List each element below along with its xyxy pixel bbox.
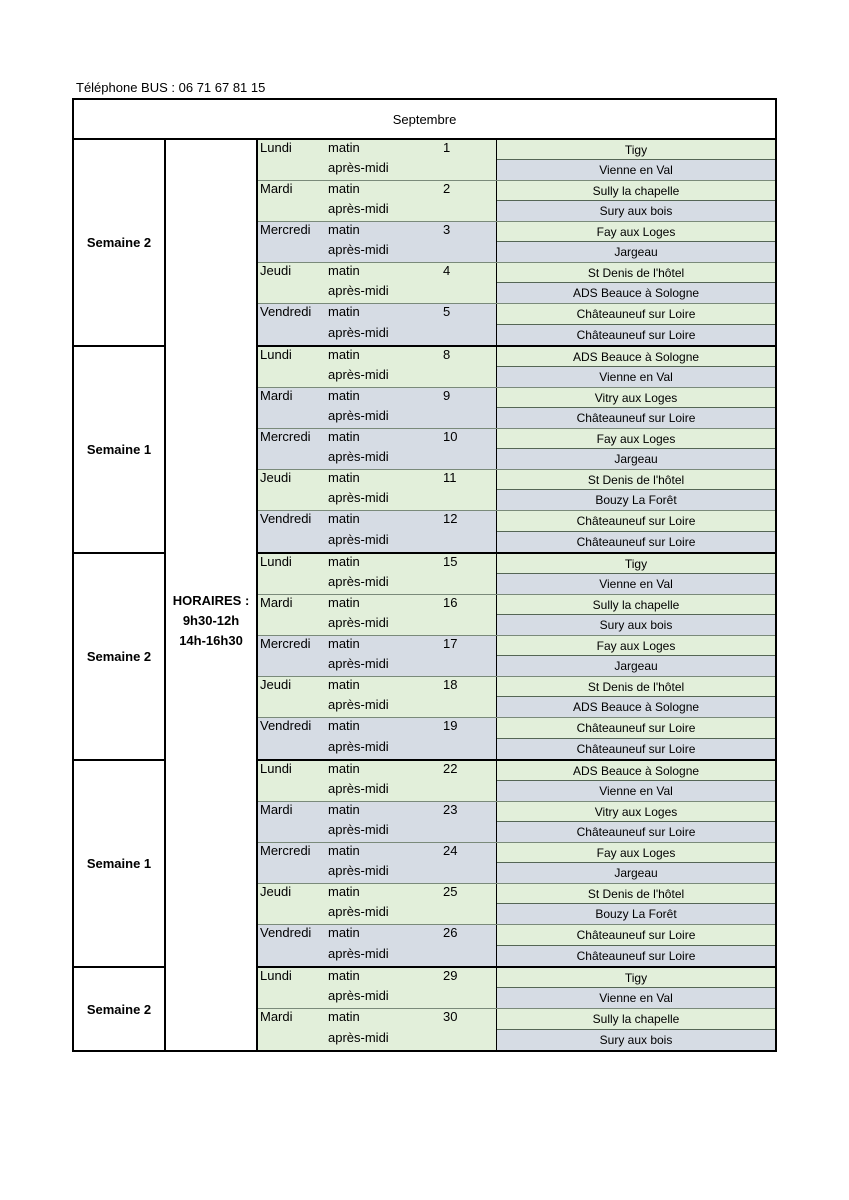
day-cell xyxy=(258,677,497,717)
week-label: Semaine 1 xyxy=(74,759,164,966)
day-cell xyxy=(258,222,497,262)
day-number: 4 xyxy=(443,263,451,278)
slot-label: après-midi xyxy=(328,201,389,216)
day-cell xyxy=(258,968,497,1008)
slot-label: matin xyxy=(328,718,360,733)
day-cell xyxy=(258,595,497,635)
day-cell xyxy=(258,761,497,801)
location-cell: ADS Beauce à Sologne xyxy=(497,283,775,303)
month-header: Septembre xyxy=(74,100,775,140)
day-number: 18 xyxy=(443,677,458,692)
slot-label: après-midi xyxy=(328,781,389,796)
slot-label: matin xyxy=(328,554,360,569)
day-name: Mardi xyxy=(260,595,293,610)
slot-label: après-midi xyxy=(328,738,389,754)
slot-label: matin xyxy=(328,304,360,319)
location-cell: Châteauneuf sur Loire xyxy=(497,511,775,532)
day-cell xyxy=(258,554,497,594)
location-cell: Sury aux bois xyxy=(497,1030,775,1051)
day-row xyxy=(258,388,775,429)
day-cell xyxy=(258,388,497,428)
hours-title: HORAIRES : xyxy=(172,593,250,608)
location-cell: Vienne en Val xyxy=(497,367,775,387)
day-number: 22 xyxy=(443,761,458,776)
day-name: Mardi xyxy=(260,388,293,403)
slot-label: après-midi xyxy=(328,697,389,712)
location-cell: Châteauneuf sur Loire xyxy=(497,739,775,760)
slot-label: après-midi xyxy=(328,490,389,505)
week-label: Semaine 2 xyxy=(74,552,164,759)
location-cell: Bouzy La Forêt xyxy=(497,904,775,924)
day-row xyxy=(258,263,775,304)
day-number: 24 xyxy=(443,843,458,858)
day-row xyxy=(258,304,775,345)
day-row xyxy=(258,884,775,925)
day-cell xyxy=(258,1009,497,1050)
location-cell: Sury aux bois xyxy=(497,615,775,635)
hours-morning: 9h30-12h xyxy=(182,613,240,628)
day-number: 29 xyxy=(443,968,458,983)
day-row xyxy=(258,968,775,1009)
schedule-table xyxy=(72,98,777,1052)
location-cell: St Denis de l'hôtel xyxy=(497,884,775,904)
slot-label: matin xyxy=(328,636,360,651)
slot-label: matin xyxy=(328,181,360,196)
slot-label: après-midi xyxy=(328,988,389,1003)
location-cell: Vienne en Val xyxy=(497,160,775,180)
day-number: 8 xyxy=(443,347,451,362)
day-number: 11 xyxy=(443,470,457,485)
day-name: Jeudi xyxy=(260,884,292,899)
location-cell: Jargeau xyxy=(497,242,775,262)
week-block xyxy=(258,759,775,966)
location-cell: St Denis de l'hôtel xyxy=(497,677,775,697)
day-name: Vendredi xyxy=(260,718,312,733)
slot-label: après-midi xyxy=(328,160,389,175)
week-block xyxy=(258,345,775,552)
location-cell: Tigy xyxy=(497,968,775,988)
slot-label: matin xyxy=(328,968,360,983)
slot-label: matin xyxy=(328,140,360,155)
location-cell: ADS Beauce à Sologne xyxy=(497,697,775,717)
location-cell: Vitry aux Loges xyxy=(497,388,775,408)
location-cell: Jargeau xyxy=(497,449,775,469)
day-row xyxy=(258,554,775,595)
slot-label: matin xyxy=(328,470,360,485)
location-cell: Châteauneuf sur Loire xyxy=(497,946,775,967)
slot-label: matin xyxy=(328,263,360,278)
day-row xyxy=(258,595,775,636)
location-cell: Châteauneuf sur Loire xyxy=(497,718,775,739)
slot-label: après-midi xyxy=(328,945,389,961)
location-cell: Vienne en Val xyxy=(497,988,775,1008)
location-cell: Vienne en Val xyxy=(497,781,775,801)
slot-label: après-midi xyxy=(328,615,389,630)
location-cell: Sully la chapelle xyxy=(497,181,775,201)
location-cell: Châteauneuf sur Loire xyxy=(497,304,775,325)
day-name: Mercredi xyxy=(260,636,311,651)
slot-label: matin xyxy=(328,843,360,858)
slot-label: après-midi xyxy=(328,863,389,878)
day-number: 2 xyxy=(443,181,451,196)
slot-label: matin xyxy=(328,222,360,237)
week-block xyxy=(258,140,775,345)
day-number: 15 xyxy=(443,554,458,569)
slot-label: après-midi xyxy=(328,283,389,298)
day-row xyxy=(258,429,775,470)
day-name: Lundi xyxy=(260,968,292,983)
slot-label: après-midi xyxy=(328,904,389,919)
day-row xyxy=(258,1009,775,1050)
location-cell: Sully la chapelle xyxy=(497,595,775,615)
day-number: 12 xyxy=(443,511,458,526)
day-name: Lundi xyxy=(260,140,292,155)
location-cell: Châteauneuf sur Loire xyxy=(497,925,775,946)
day-name: Vendredi xyxy=(260,511,312,526)
slot-label: après-midi xyxy=(328,574,389,589)
day-cell xyxy=(258,843,497,883)
day-name: Mercredi xyxy=(260,843,311,858)
day-name: Lundi xyxy=(260,554,292,569)
day-row xyxy=(258,761,775,802)
phone-number: Téléphone BUS : 06 71 67 81 15 xyxy=(76,80,266,95)
hours-afternoon: 14h-16h30 xyxy=(179,633,243,648)
slot-label: après-midi xyxy=(328,449,389,464)
slot-label: matin xyxy=(328,802,360,817)
day-row xyxy=(258,470,775,511)
day-number: 1 xyxy=(443,140,451,155)
day-number: 25 xyxy=(443,884,458,899)
day-cell xyxy=(258,181,497,221)
location-cell: St Denis de l'hôtel xyxy=(497,470,775,490)
day-number: 23 xyxy=(443,802,458,817)
day-cell xyxy=(258,884,497,924)
slot-label: après-midi xyxy=(328,1029,389,1045)
weeks-column xyxy=(74,140,166,1050)
day-name: Mardi xyxy=(260,181,293,196)
day-row xyxy=(258,140,775,181)
slot-label: après-midi xyxy=(328,367,389,382)
day-row xyxy=(258,843,775,884)
location-cell: Vitry aux Loges xyxy=(497,802,775,822)
day-name: Mercredi xyxy=(260,429,311,444)
day-number: 17 xyxy=(443,636,458,651)
week-label: Semaine 1 xyxy=(74,345,164,552)
slot-label: après-midi xyxy=(328,822,389,837)
day-cell xyxy=(258,802,497,842)
day-cell xyxy=(258,140,497,180)
day-name: Jeudi xyxy=(260,263,292,278)
day-row xyxy=(258,222,775,263)
day-row xyxy=(258,802,775,843)
week-label: Semaine 2 xyxy=(74,966,164,1050)
day-cell xyxy=(258,470,497,510)
day-cell xyxy=(258,263,497,303)
location-cell: Fay aux Loges xyxy=(497,636,775,656)
slot-label: après-midi xyxy=(328,242,389,257)
slot-label: matin xyxy=(328,925,360,940)
day-cell xyxy=(258,925,497,966)
location-cell: Tigy xyxy=(497,140,775,160)
day-number: 16 xyxy=(443,595,458,610)
slot-label: matin xyxy=(328,677,360,692)
day-cell xyxy=(258,304,497,345)
slot-label: après-midi xyxy=(328,531,389,547)
day-number: 3 xyxy=(443,222,451,237)
location-cell: St Denis de l'hôtel xyxy=(497,263,775,283)
location-cell: Jargeau xyxy=(497,656,775,676)
slot-label: matin xyxy=(328,511,360,526)
day-number: 26 xyxy=(443,925,458,940)
day-row xyxy=(258,925,775,966)
location-cell: Tigy xyxy=(497,554,775,574)
day-name: Mercredi xyxy=(260,222,311,237)
day-name: Lundi xyxy=(260,347,292,362)
day-cell xyxy=(258,429,497,469)
slot-label: matin xyxy=(328,595,360,610)
day-name: Vendredi xyxy=(260,925,312,940)
week-block xyxy=(258,552,775,759)
slot-label: matin xyxy=(328,388,360,403)
slot-label: matin xyxy=(328,761,360,776)
location-cell: Sully la chapelle xyxy=(497,1009,775,1030)
day-cell xyxy=(258,636,497,676)
day-row xyxy=(258,718,775,759)
day-name: Mardi xyxy=(260,802,293,817)
slot-label: après-midi xyxy=(328,408,389,423)
slot-label: matin xyxy=(328,884,360,899)
location-cell: Châteauneuf sur Loire xyxy=(497,408,775,428)
day-cell xyxy=(258,347,497,387)
day-name: Mardi xyxy=(260,1009,293,1024)
day-name: Jeudi xyxy=(260,470,292,485)
location-cell: Châteauneuf sur Loire xyxy=(497,325,775,346)
location-cell: Fay aux Loges xyxy=(497,222,775,242)
location-cell: ADS Beauce à Sologne xyxy=(497,761,775,781)
location-cell: Vienne en Val xyxy=(497,574,775,594)
slot-label: matin xyxy=(328,429,360,444)
day-name: Jeudi xyxy=(260,677,292,692)
schedule-column xyxy=(258,140,775,1050)
day-row xyxy=(258,677,775,718)
location-cell: Sury aux bois xyxy=(497,201,775,221)
slot-label: après-midi xyxy=(328,324,389,340)
slot-label: matin xyxy=(328,1009,360,1024)
day-number: 9 xyxy=(443,388,451,403)
location-cell: Châteauneuf sur Loire xyxy=(497,532,775,553)
day-number: 30 xyxy=(443,1009,458,1024)
day-name: Vendredi xyxy=(260,304,312,319)
location-cell: Fay aux Loges xyxy=(497,429,775,449)
location-cell: Bouzy La Forêt xyxy=(497,490,775,510)
location-cell: Fay aux Loges xyxy=(497,843,775,863)
day-row xyxy=(258,636,775,677)
location-cell: Châteauneuf sur Loire xyxy=(497,822,775,842)
day-name: Lundi xyxy=(260,761,292,776)
location-cell: ADS Beauce à Sologne xyxy=(497,347,775,367)
day-row xyxy=(258,347,775,388)
slot-label: après-midi xyxy=(328,656,389,671)
week-block xyxy=(258,966,775,1050)
week-label: Semaine 2 xyxy=(86,235,152,250)
day-cell xyxy=(258,718,497,759)
day-row xyxy=(258,181,775,222)
day-number: 19 xyxy=(443,718,458,733)
location-cell: Jargeau xyxy=(497,863,775,883)
day-number: 5 xyxy=(443,304,451,319)
slot-label: matin xyxy=(328,347,360,362)
hours-column xyxy=(166,140,258,1050)
day-row xyxy=(258,511,775,552)
day-cell xyxy=(258,511,497,552)
day-number: 10 xyxy=(443,429,458,444)
